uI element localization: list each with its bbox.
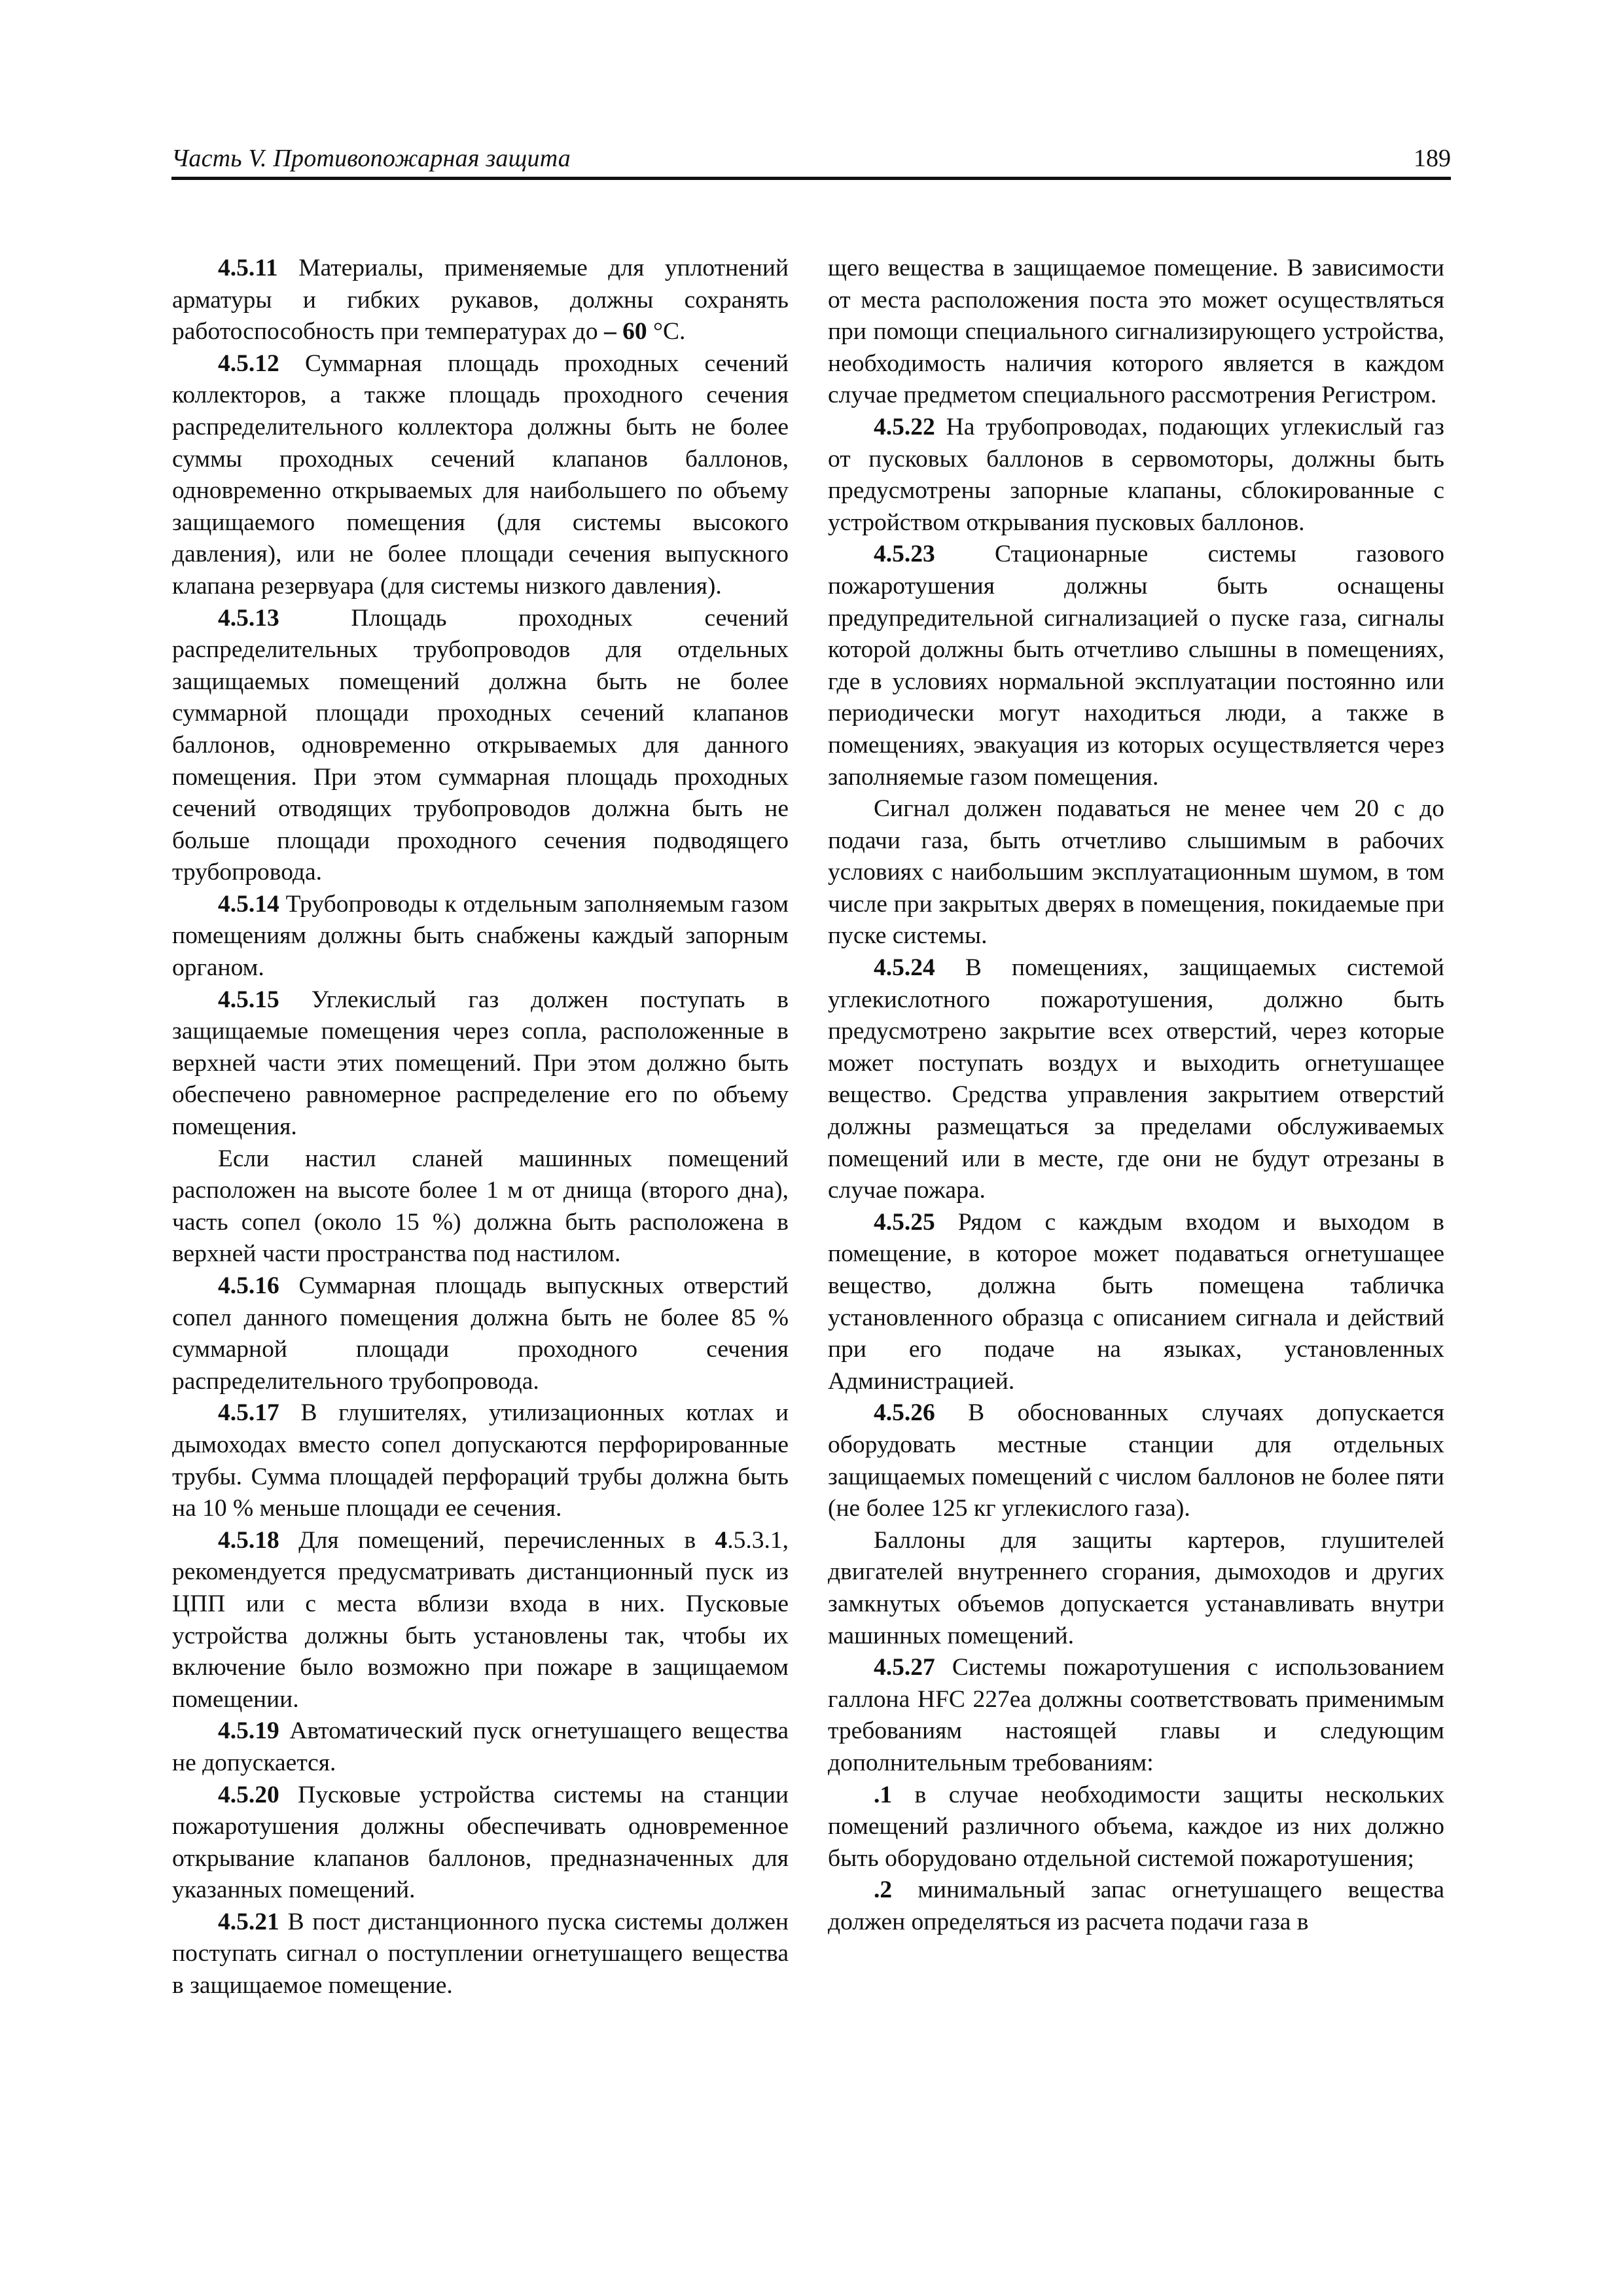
paragraph-text: Пусковые устройства системы на станции пожаротушения должны обеспечивать одновременное открывание клапанов баллонов, предназначенных для указанных помещений. — [172, 1781, 789, 1904]
paragraph-4-5-15 — [172, 984, 789, 1143]
paragraph-text: Площадь проходных сечений распределительных трубопроводов для отдельных защищаемых помещений должна быть не более суммарной площади проходных сечений клапанов баллонов, одновременно открываемых для данного помещения. При этом суммарная площадь проходных сечений отводящих трубопроводов должна быть не больше площади проходного сечения подводящего трубопровода. — [172, 604, 789, 886]
paragraph-text: Если настил сланей машинных помещений расположен на высоте более 1 м от днища (второго дна), часть сопел (около 15 %) должна быть расположена в верхней части пространства под настилом. — [172, 1145, 789, 1268]
paragraph-4-5-11 — [172, 253, 789, 348]
paragraph-text: В помещениях, защищаемых системой углекислотного пожаротушения, должно быть предусмотрено закрытие всех отверстий, через которые может поступать воздух и выходить огнетушащее вещество. Средства управления закрытием отверстий должны размещаться за пределами обслуживаемых помещений или в месте, где они не будут отрезаны в случае пожара. — [828, 954, 1444, 1204]
cross-reference-part: 4 — [715, 1526, 728, 1554]
clause-number: 4.5.27 — [874, 1654, 935, 1681]
paragraph-text: Сигнал должен подаваться не менее чем 20 с до подачи газа, быть отчетливо слышимым в рабочих условиях с наибольшим эксплуатационным шумом, в том числе при закрытых дверях в помещения, покидаемые при пуске системы. — [828, 795, 1444, 950]
list-item-1 — [828, 1780, 1444, 1875]
paragraph-4-5-12 — [172, 348, 789, 603]
left-column — [172, 253, 789, 2002]
paragraph-4-5-21-cont — [828, 253, 1444, 412]
clause-number: 4.5.26 — [874, 1399, 935, 1427]
right-column — [828, 253, 1444, 1938]
paragraph-text: Рядом с каждым входом и выходом в помещение, в которое может подаваться огнетушащее вещество, должна быть помещена табличка установленного образца с описанием сигнала и действий при его подаче на языках, установленных Администрацией. — [828, 1208, 1444, 1395]
clause-number: 4.5.16 — [218, 1272, 279, 1299]
page-number: 189 — [1414, 145, 1451, 172]
paragraph-4-5-23 — [828, 539, 1444, 793]
paragraph-4-5-23-cont — [828, 793, 1444, 952]
paragraph-text: Стационарные системы газового пожаротушения должны быть оснащены предупредительной сигнализацией о пуске газа, сигналы которой должны быть отчетливо слышны в помещениях, где в условиях нормальной эксплуатации постоянно или периодически могут находиться люди, а также в помещениях, эвакуация из которых осуществляется через заполняемые газом помещения. — [828, 541, 1444, 791]
clause-number: 4.5.20 — [218, 1781, 279, 1808]
paragraph-text: Автоматический пуск огнетушащего вещества не допускается. — [172, 1717, 789, 1776]
paragraph-4-5-21 — [172, 1907, 789, 2002]
clause-number: 4.5.21 — [218, 1908, 279, 1935]
paragraph-text: °С. — [647, 318, 686, 346]
paragraph-text: Суммарная площадь проходных сечений коллекторов, а также площадь проходного сечения распределительного коллектора должны быть не более суммы проходных сечений клапанов баллонов, одновременно открываемых для наибольшего по объему защищаемого помещения (для системы высокого давления), или не более площади сечения выпускного клапана резервуара (для системы низкого давления). — [172, 350, 789, 600]
paragraph-text: Трубопроводы к отдельным заполняемым газом помещениям должны быть снабжены каждый запорным органом. — [172, 890, 789, 982]
clause-number: 4.5.24 — [874, 954, 935, 982]
paragraph-text: В глушителях, утилизационных котлах и дымоходах вместо сопел допускаются перфорированные трубы. Сумма площадей перфораций трубы должна быть на 10 % меньше площади ее сечения. — [172, 1399, 789, 1522]
paragraph-4-5-26-cont — [828, 1525, 1444, 1652]
list-item-number: .2 — [874, 1876, 893, 1904]
paragraph-4-5-24 — [828, 952, 1444, 1207]
clause-number: 4.5.17 — [218, 1399, 279, 1427]
paragraph-text: в случае необходимости защиты нескольких помещений различного объема, каждое из них должно быть оборудовано отдельной системой пожаротушения; — [828, 1781, 1444, 1872]
clause-number: 4.5.13 — [218, 604, 279, 632]
list-item-2 — [828, 1874, 1444, 1938]
paragraph-4-5-26 — [828, 1397, 1444, 1524]
paragraph-text: Системы пожаротушения с использованием галлона HFC 227ea должны соответствовать применимым требованиям настоящей главы и следующим дополнительным требованиям: — [828, 1654, 1444, 1776]
clause-number: 4.5.18 — [218, 1526, 279, 1554]
paragraph-4-5-22 — [828, 412, 1444, 539]
running-header — [171, 140, 1451, 180]
paragraph-text: В пост дистанционного пуска системы должен поступать сигнал о поступлении огнетушащего вещества в защищаемое помещение. — [172, 1908, 789, 2000]
paragraph-text: В обоснованных случаях допускается оборудовать местные станции для отдельных защищаемых помещений с числом баллонов не более пяти (не более 125 кг углекислого газа). — [828, 1399, 1444, 1522]
list-item-number: .1 — [874, 1781, 893, 1808]
cross-reference: .5.3.1 — [727, 1526, 783, 1554]
paragraph-4-5-18 — [172, 1525, 789, 1716]
paragraph-4-5-25 — [828, 1207, 1444, 1398]
clause-number: 4.5.15 — [218, 986, 279, 1013]
clause-number: 4.5.12 — [218, 350, 279, 377]
paragraph-text: , рекомендуется предусматривать дистанционный пуск из ЦПП или с места вблизи входа в них. Пусковые устройства должны быть установлены так, чтобы их включение было возможно при пожаре в защищаемом помещении. — [172, 1526, 789, 1713]
paragraph-text: На трубопроводах, подающих углекислый газ от пусковых баллонов в сервомоторы, должны быть предусмотрены запорные клапаны, сблокированные с устройством открывания пусковых баллонов. — [828, 413, 1444, 536]
running-title: Часть V. Противопожарная защита — [171, 145, 571, 172]
paragraph-4-5-19 — [172, 1715, 789, 1779]
paragraph-4-5-20 — [172, 1780, 789, 1907]
clause-number: 4.5.25 — [874, 1208, 935, 1236]
paragraph-4-5-17 — [172, 1397, 789, 1524]
clause-number: 4.5.19 — [218, 1717, 279, 1745]
clause-number: 4.5.11 — [218, 255, 278, 281]
clause-number: 4.5.14 — [218, 890, 279, 918]
paragraph-text: Материалы, применяемые для уплотнений арматуры и гибких рукавов, должны сохранять работоспособность при температурах до — [172, 255, 789, 346]
temperature-value: – 60 — [603, 318, 647, 346]
paragraph-4-5-27 — [828, 1652, 1444, 1779]
paragraph-4-5-16 — [172, 1270, 789, 1397]
paragraph-4-5-13 — [172, 603, 789, 889]
paragraph-text: Суммарная площадь выпускных отверстий сопел данного помещения должна быть не более 85 % суммарной площади проходного сечения распределительного трубопровода. — [172, 1272, 789, 1395]
paragraph-text: Для помещений, перечисленных в — [279, 1526, 715, 1554]
clause-number: 4.5.23 — [874, 541, 935, 568]
paragraph-text: минимальный запас огнетушащего вещества должен определяться из расчета подачи газа в — [828, 1876, 1444, 1935]
paragraph-4-5-14 — [172, 889, 789, 984]
paragraph-4-5-15-cont — [172, 1143, 789, 1270]
clause-number: 4.5.22 — [874, 413, 935, 440]
paragraph-text: Баллоны для защиты картеров, глушителей двигателей внутреннего сгорания, дымоходов и других замкнутых объемов допускается устанавливать внутри машинных помещений. — [828, 1526, 1444, 1649]
paragraph-text: Углекислый газ должен поступать в защищаемые помещения через сопла, расположенные в верхней части этих помещений. При этом должно быть обеспечено равномерное распределение его по объему помещения. — [172, 986, 789, 1141]
paragraph-text: щего вещества в защищаемое помещение. В зависимости от места расположения поста это может осуществляться при помощи специального сигнализирующего устройства, необходимость наличия которого является в каждом случае предметом специального рассмотрения Регистром. — [828, 255, 1444, 409]
